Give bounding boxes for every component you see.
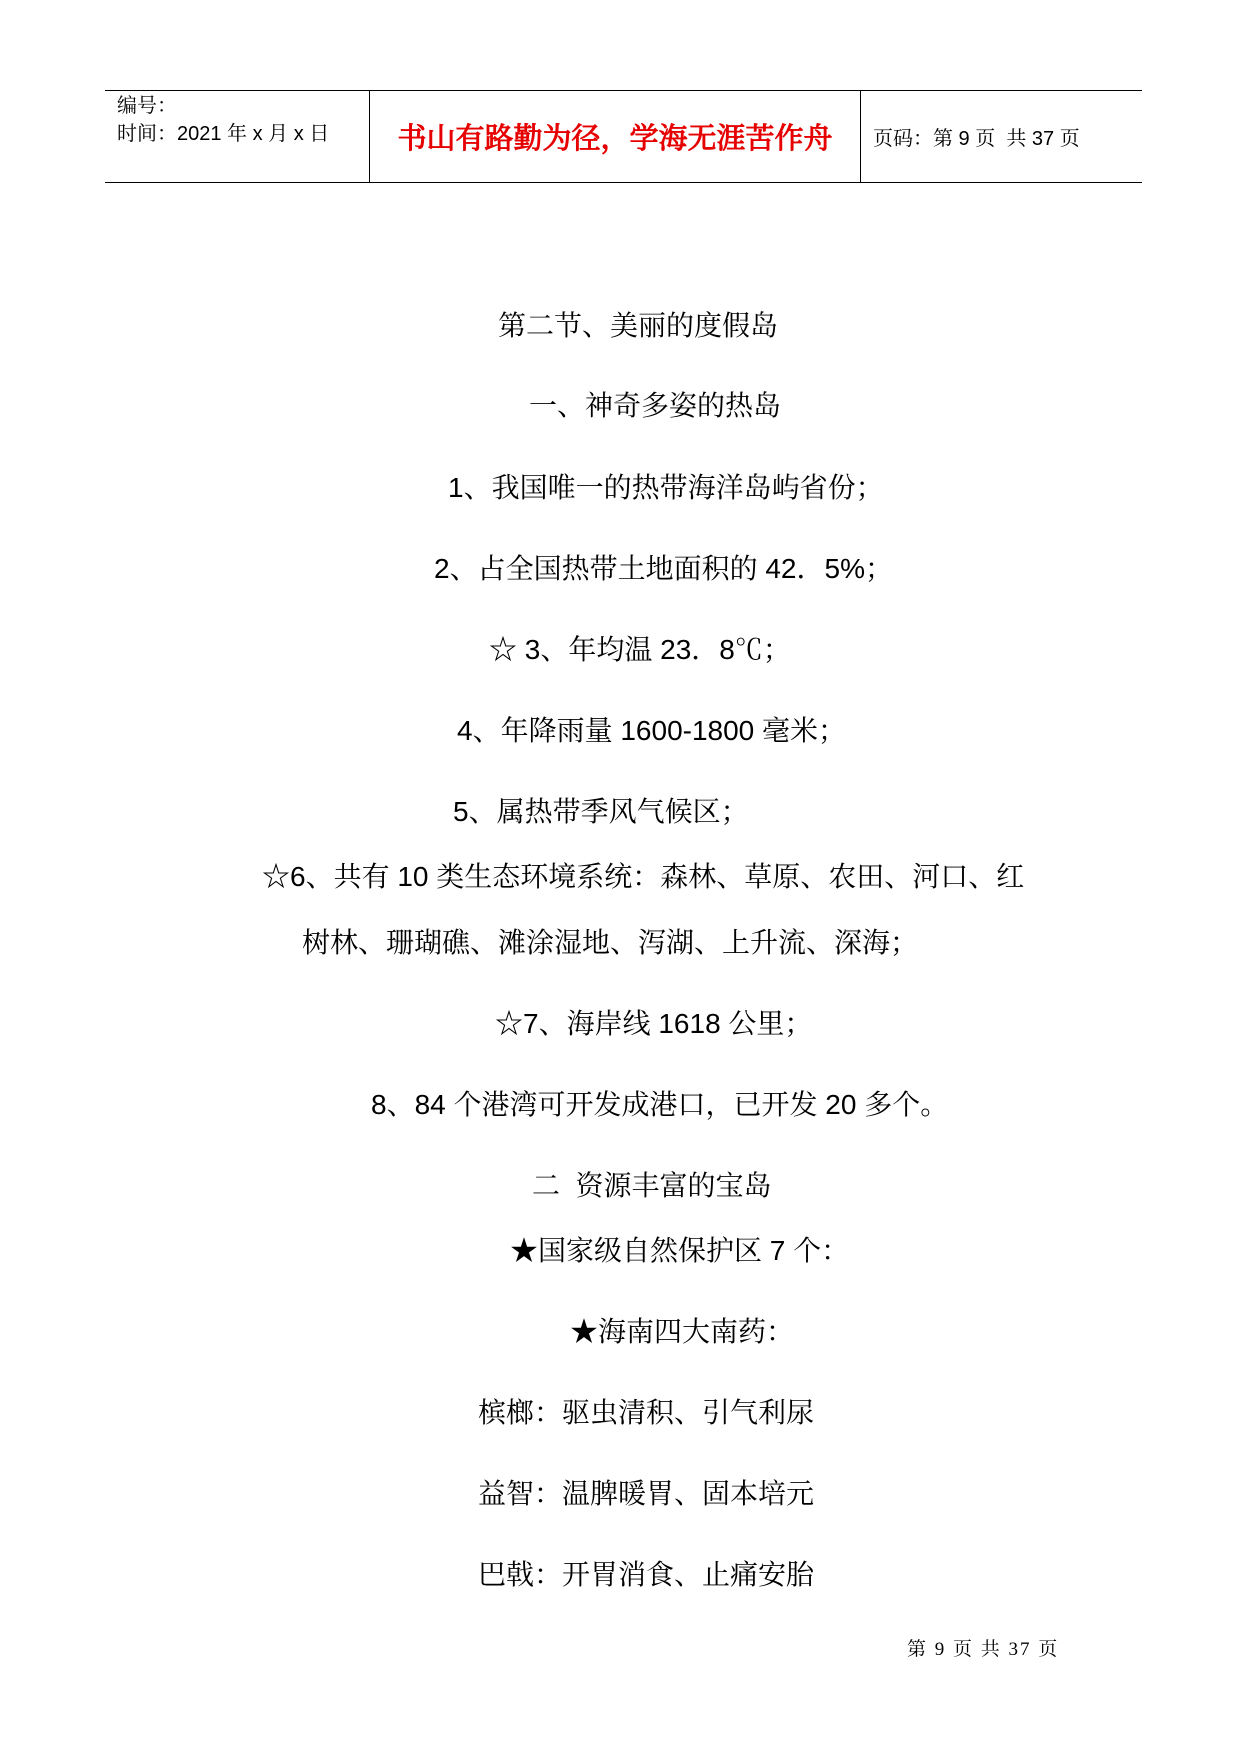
list-item-line2: 树林、珊瑚礁、滩涂湿地、泻湖、上升流、深海； [302,927,919,958]
herb-item: 槟榔：驱虫清积、引气利尿 [478,1397,815,1428]
header-page-info-cell [860,91,1142,182]
herb-item: 巴戟：开胃消食、止痛安胎 [478,1559,815,1590]
page-header [105,90,1142,183]
herbs-title: ★海南四大南药： [570,1316,795,1347]
header-info-cell [105,91,369,182]
herb-item: 益智：温脾暖胃、固本培元 [478,1478,815,1509]
section-title: 第二节、美丽的度假岛 [498,310,779,341]
list-item: 2、占全国热带土地面积的 42．5%； [434,553,893,584]
header-motto-cell [369,91,860,182]
section1-heading: 一、神奇多姿的热岛 [529,390,782,421]
list-item-line1: ☆6、共有 10 类生态环境系统：森林、草原、农田、河口、红 [262,861,1025,892]
list-item: 8、84 个港湾可开发成港口，已开发 20 多个。 [371,1089,949,1120]
reserves-line: ★国家级自然保护区 7 个： [510,1235,850,1266]
footer-page-number: 第 9 页 共 37 页 [907,1639,1060,1660]
section2-heading: 二 资源丰富的宝岛 [532,1170,772,1201]
list-item: ☆ 3、年均温 23．8℃； [489,634,791,665]
list-item: 5、属热带季风气候区； [453,796,749,827]
serial-number-label: 编号： [117,95,177,117]
list-item: 4、年降雨量 1600-1800 毫米； [457,715,847,746]
header-page-info: 页码：第 9 页 共 37 页 [873,128,1080,150]
list-item: ☆7、海岸线 1618 公里； [495,1008,813,1039]
motto-text: 书山有路勤为径，学海无涯苦作舟 [397,123,833,155]
list-item: 1、我国唯一的热带海洋岛屿省份； [448,472,884,503]
date-label: 时间：2021 年 x 月 x 日 [117,123,330,145]
